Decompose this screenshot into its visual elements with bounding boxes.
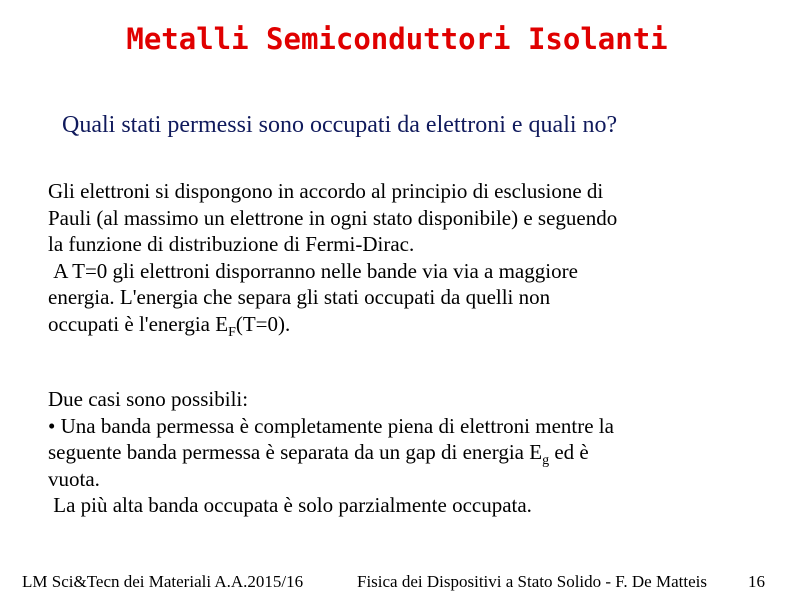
gap-subscript: g (542, 453, 550, 468)
text-line (48, 492, 748, 519)
gap-energy-line (48, 439, 748, 466)
paragraph-pauli (48, 178, 748, 340)
text-segment: La più alta banda occupata è solo parzialmente occupata. (53, 493, 532, 517)
text-line: Pauli (al massimo un elettrone in ogni stato disponibile) e seguendo (48, 205, 618, 230)
fermi-subscript: F (228, 324, 236, 340)
text-line (48, 258, 748, 285)
page-number: 16 (748, 572, 765, 591)
footer-course: LM Sci&Tecn dei Materiali A.A.2015/16 (22, 572, 304, 591)
text-line: energia. L'energia che separa gli stati occupati da quelli non (48, 285, 551, 309)
text-segment: ed è (549, 440, 589, 464)
slide-title: Metalli Semiconduttori Isolanti (126, 22, 668, 56)
text-line: vuota. (48, 466, 100, 491)
fermi-energy-line (48, 311, 748, 338)
question-heading: Quali stati permessi sono occupati da elettroni e quali no? (62, 112, 618, 138)
text-line: Gli elettroni si dispongono in accordo al principio di esclusione di (48, 179, 604, 203)
text-segment: occupati è l'energia E (48, 311, 229, 336)
text-line: Due casi sono possibili: (48, 387, 249, 411)
text-segment: seguente banda permessa è separata da un gap di energia E (48, 440, 543, 464)
paragraph-cases (48, 386, 748, 519)
text-segment: A T=0 gli elettroni disporranno nelle bande via via a maggiore (53, 258, 578, 283)
text-segment: (T=0). (235, 311, 291, 336)
footer-author: Fisica dei Dispositivi a Stato Solido - F. De Matteis (357, 572, 707, 591)
bullet-line: • Una banda permessa è completamente piena di elettroni mentre la (48, 413, 614, 438)
text-line: la funzione di distribuzione di Fermi-Dirac. (48, 232, 415, 256)
